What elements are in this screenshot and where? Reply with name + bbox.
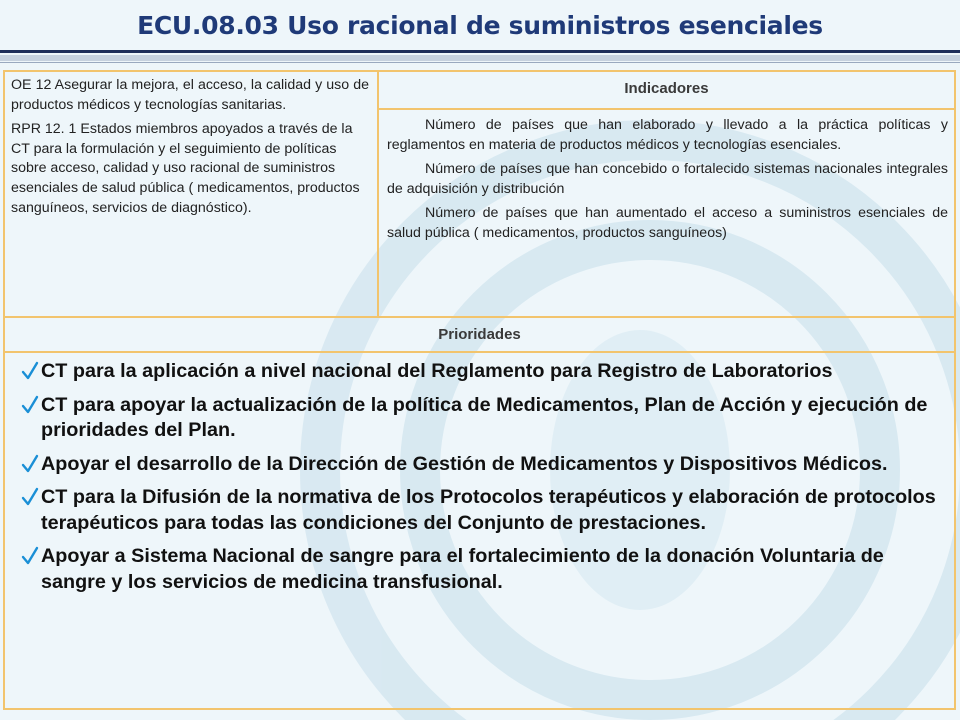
objective-rpr: RPR 12. 1 Estados miembros apoyados a través de la CT para la formulación y el seguimiento de políticas sobre acceso, calidad y uso racional de suministros esenciales de salud pública ( medicamentos, productos sanguíneos, servicios de diagnóstico). [11, 121, 360, 216]
title-rule-thin [0, 62, 960, 63]
priority-item [11, 393, 946, 444]
priority-text: Apoyar a Sistema Nacional de sangre para el fortalecimiento de la donación Voluntaria de sangre y los servicios de medicina transfusional. [41, 545, 884, 593]
priority-item [11, 359, 946, 385]
indicators-header: Indicadores [379, 72, 954, 110]
indicator-item: Número de países que han elaborado y llevado a la práctica políticas y reglamentos en materia de productos médicos y tecnologías esenciales. [387, 117, 948, 153]
checkmark-icon [21, 454, 39, 474]
objective-cell [5, 72, 379, 318]
priority-text: Apoyar el desarrollo de la Dirección de Gestión de Medicamentos y Dispositivos Médicos. [41, 452, 888, 475]
page-title: ECU.08.03 Uso racional de suministros esenciales [137, 11, 823, 40]
checkmark-icon [21, 546, 39, 566]
priorities-header: Prioridades [5, 318, 954, 353]
checkmark-icon [21, 395, 39, 415]
priorities-list [11, 359, 946, 595]
indicator-item: Número de países que han concebido o fortalecido sistemas nacionales integrales de adquisición y distribución [387, 161, 948, 197]
indicators-cell [379, 110, 954, 318]
priority-text: CT para la Difusión de la normativa de los Protocolos terapéuticos y elaboración de protocolos terapéuticos para todas las condiciones del Conjunto de prestaciones. [41, 486, 936, 534]
content-table [3, 70, 956, 710]
priority-item [11, 544, 946, 595]
priority-item [11, 485, 946, 536]
priority-item [11, 452, 946, 478]
objective-oe: OE 12 Asegurar la mejora, el acceso, la calidad y uso de productos médicos y tecnologías sanitarias. [11, 77, 369, 113]
indicator-item: Número de países que han aumentado el acceso a suministros esenciales de salud pública ( medicamentos, productos sanguíneos) [387, 205, 948, 241]
checkmark-icon [21, 487, 39, 507]
checkmark-icon [21, 361, 39, 381]
priority-text: CT para apoyar la actualización de la política de Medicamentos, Plan de Acción y ejecución de prioridades del Plan. [41, 393, 928, 441]
priority-text: CT para la aplicación a nivel nacional del Reglamento para Registro de Laboratorios [41, 360, 833, 382]
title-rule-light [0, 55, 960, 61]
title-rule [0, 50, 960, 53]
priorities-cell [5, 353, 954, 708]
